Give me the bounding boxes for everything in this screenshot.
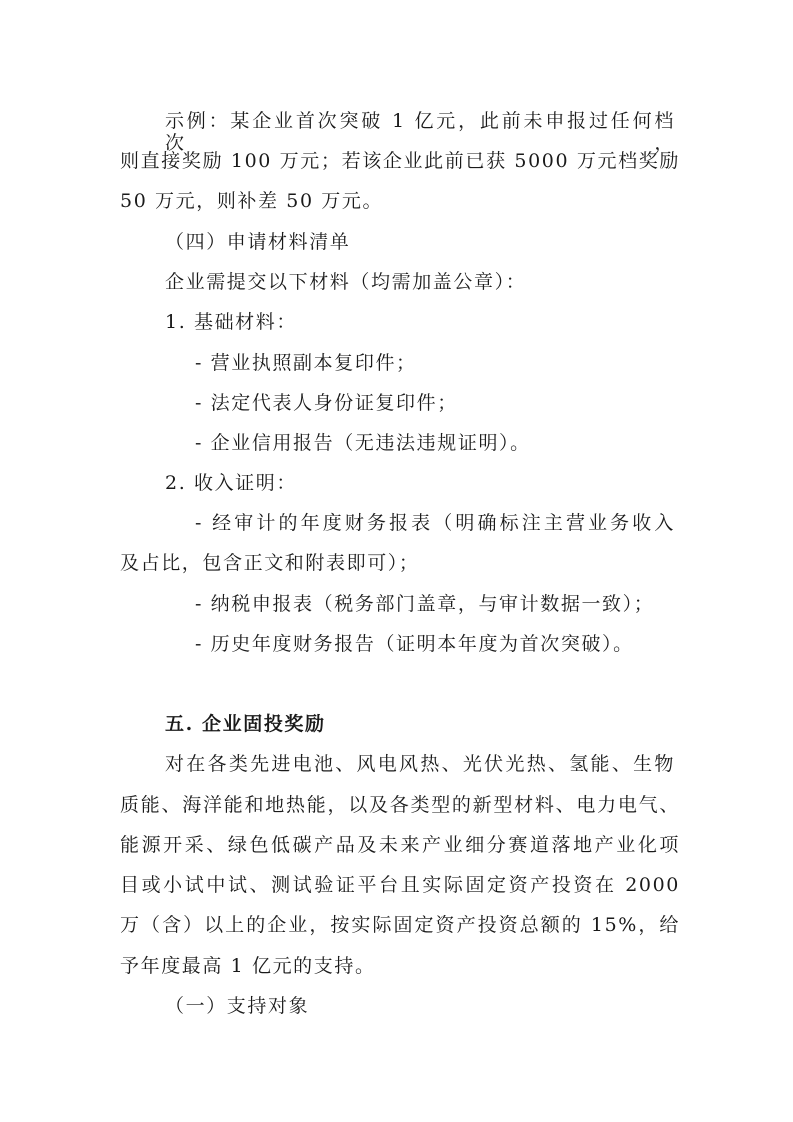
section5-line-3: 能源开采、绿色低碳产品及未来产业细分赛道落地产业化项 bbox=[120, 834, 680, 856]
section5-line-6: 予年度最高 1 亿元的支持。 bbox=[120, 955, 376, 977]
example-line-2: 则直接奖励 100 万元；若该企业此前已获 5000 万元档奖励 bbox=[120, 150, 680, 172]
income-proof-item2: - 纳税申报表（税务部门盖章，与审计数据一致）； bbox=[195, 593, 655, 615]
income-proof-item1-line2: 及占比，包含正文和附表即可）； bbox=[120, 552, 420, 574]
basic-material-item-license: - 营业执照副本复印件； bbox=[195, 352, 417, 374]
income-proof-item1-line1: - 经审计的年度财务报表（明确标注主营业务收入 bbox=[195, 512, 675, 534]
basic-material-item-id: - 法定代表人身份证复印件； bbox=[195, 392, 458, 414]
section5-line-2: 质能、海洋能和地热能，以及各类型的新型材料、电力电气、 bbox=[120, 794, 680, 816]
income-proof-title: 2. 收入证明： bbox=[165, 472, 297, 494]
section5-heading: 五. 企业固投奖励 bbox=[165, 713, 326, 735]
section5-line-4: 目或小试中试、测试验证平台且实际固定资产投资在 2000 bbox=[120, 874, 680, 896]
example-line-1: 示例：某企业首次突破 1 亿元，此前未申报过任何档次， bbox=[165, 110, 675, 154]
section5-line-5: 万（含）以上的企业，按实际固定资产投资总额的 15%，给 bbox=[120, 914, 680, 936]
section5-line-1: 对在各类先进电池、风电风热、光伏光热、氢能、生物 bbox=[165, 753, 675, 775]
basic-materials-title: 1. 基础材料： bbox=[165, 311, 297, 333]
section4-heading: （四）申请材料清单 bbox=[165, 231, 351, 253]
basic-material-item-credit: - 企业信用报告（无违法违规证明）。 bbox=[195, 432, 531, 454]
support-target-heading: （一）支持对象 bbox=[165, 995, 310, 1017]
materials-intro: 企业需提交以下材料（均需加盖公章）： bbox=[165, 271, 527, 293]
income-proof-item3: - 历史年度财务报告（证明本年度为首次突破）。 bbox=[195, 633, 634, 655]
example-line-3: 50 万元，则补差 50 万元。 bbox=[120, 190, 384, 212]
